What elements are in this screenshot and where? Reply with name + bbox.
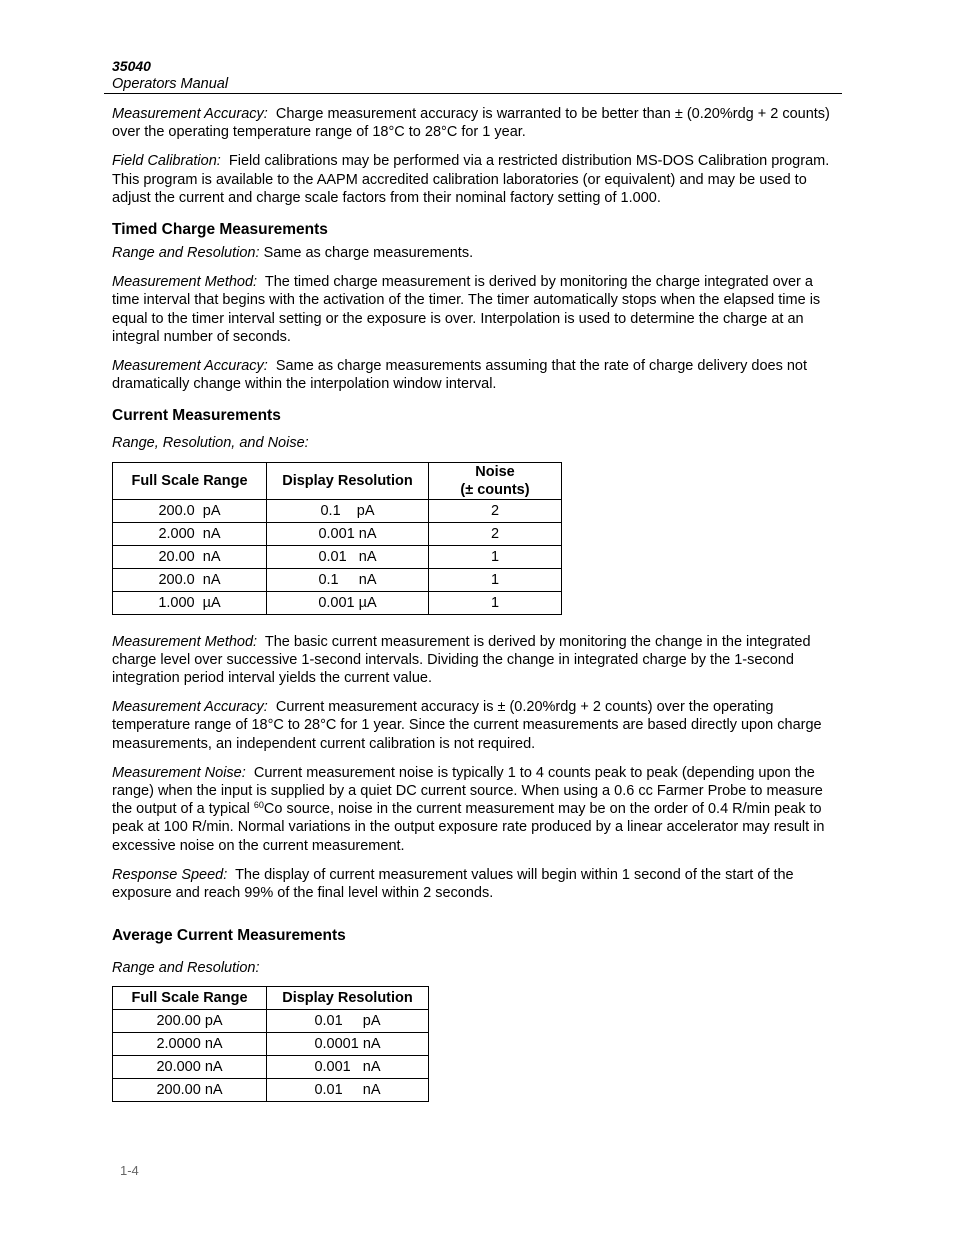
table-cell: 200.00 pA — [113, 1010, 267, 1033]
current-method-paragraph: Measurement Method: The basic current measurement is derived by monitoring the change in the integrated charge level over successive 1-second intervals. Dividing the change in integrated charge by the 1-second integration period interval yields the current value. — [112, 633, 811, 687]
average-current-table — [112, 986, 429, 1102]
timed-method-paragraph: Measurement Method: The timed charge measurement is derived by monitoring the charge integrated over a time interval that begins with the activation of the timer. The timer automatically stops when the elapsed time is equal to the timer interval setting or the exposure is over. Interpolation is used to determine the charge at an integral number of seconds. — [112, 274, 821, 345]
table-cell: 0.1 pA — [267, 499, 429, 522]
table-cell: 20.000 nA — [113, 1056, 267, 1079]
table-cell: 2.0000 nA — [113, 1033, 267, 1056]
table-cell: 20.00 nA — [113, 545, 267, 568]
response-speed-paragraph: Response Speed: The display of current measurement values will begin within 1 second of the start of the exposure and reach 99% of the final level within 2 seconds. — [112, 866, 794, 902]
current-specs-table — [112, 462, 562, 615]
table-cell: 2 — [429, 499, 562, 522]
header-divider — [104, 93, 842, 94]
table-cell: 1.000 µA — [113, 591, 267, 614]
document-model: 35040 — [112, 58, 151, 74]
table-header-row — [113, 462, 562, 499]
document-title: Operators Manual — [112, 76, 229, 92]
timed-range-paragraph: Range and Resolution: Same as charge measurements. — [112, 245, 474, 262]
table-cell: 200.0 pA — [113, 499, 267, 522]
column-header-resolution: Display Resolution — [267, 987, 429, 1010]
table-cell: 0.001 nA — [267, 522, 429, 545]
timed-accuracy-paragraph: Measurement Accuracy: Same as charge measurements assuming that the rate of charge delivery does not dramatically change within the interpolation window interval. — [112, 358, 808, 393]
column-header-range: Full Scale Range — [113, 462, 267, 499]
current-noise-paragraph: Measurement Noise: Current measurement noise is typically 1 to 4 counts peak to peak (depending upon the range) when the input is supplied by a quiet DC current source. When using a 0.6 cc Farmer Probe to measure the output of a typical $^{60}$Co source, noise in the current measurement may be on the order of 0.4 R/min peak to peak at 100 R/min. Normal variations in the output exposure rate produced by a linear accelerator may result in excessive noise on the current measurement. — [112, 764, 825, 854]
table-row — [113, 591, 562, 614]
column-header-noise: Noise (± counts) — [429, 462, 562, 499]
table-cell: 0.1 nA — [267, 568, 429, 591]
table-cell: 0.001 nA — [267, 1056, 429, 1079]
page-number: 1-4 — [120, 1163, 139, 1178]
charge-accuracy-paragraph: Measurement Accuracy: Charge measurement accuracy is warranted to be better than ± (0.20%rdg + 2 counts) over the operating temperature range of 18°C to 28°C for 1 year. — [112, 106, 830, 141]
table-row — [113, 1079, 429, 1102]
table-cell: 2.000 nA — [113, 522, 267, 545]
current-accuracy-paragraph: Measurement Accuracy: Current measurement accuracy is ± (0.20%rdg + 2 counts) over the operating temperature range of 18°C to 28°C for 1 year. Since the current measurements are based directly upon charge measurements, an independent current calibration is not required. — [112, 699, 822, 752]
table-row — [113, 1056, 429, 1079]
table-cell: 0.001 µA — [267, 591, 429, 614]
table-cell: 0.0001 nA — [267, 1033, 429, 1056]
table-cell: 1 — [429, 591, 562, 614]
table-row — [113, 1033, 429, 1056]
table-row — [113, 545, 562, 568]
table-cell: 0.01 nA — [267, 545, 429, 568]
current-measurements-heading: Current Measurements — [112, 407, 281, 425]
column-header-range: Full Scale Range — [113, 987, 267, 1010]
table-cell: 1 — [429, 568, 562, 591]
table-cell: 200.00 nA — [113, 1079, 267, 1102]
table-cell: 200.0 nA — [113, 568, 267, 591]
table-row — [113, 568, 562, 591]
average-current-heading: Average Current Measurements — [112, 927, 346, 945]
table-cell: 2 — [429, 522, 562, 545]
table-row — [113, 522, 562, 545]
isotope-superscript: 60 — [253, 800, 264, 811]
table-header-row — [113, 987, 429, 1010]
current-table-caption: Range, Resolution, and Noise: — [112, 435, 309, 452]
table-cell: 1 — [429, 545, 562, 568]
page-header — [112, 57, 842, 93]
table-row — [113, 499, 562, 522]
field-calibration-paragraph: Field Calibration: Field calibrations may be performed via a restricted distribution MS-DOS Calibration program. This program is available to the AAPM accredited calibration laboratories (or equivalent) and may be used to adjust the current and charge scale factors from their nominal factory setting of 1.000. — [112, 153, 830, 206]
average-table-caption: Range and Resolution: — [112, 960, 260, 977]
table-row — [113, 1010, 429, 1033]
column-header-resolution: Display Resolution — [267, 462, 429, 499]
table-cell: 0.01 nA — [267, 1079, 429, 1102]
table-cell: 0.01 pA — [267, 1010, 429, 1033]
page-content — [112, 105, 842, 1120]
timed-charge-heading: Timed Charge Measurements — [112, 221, 328, 239]
